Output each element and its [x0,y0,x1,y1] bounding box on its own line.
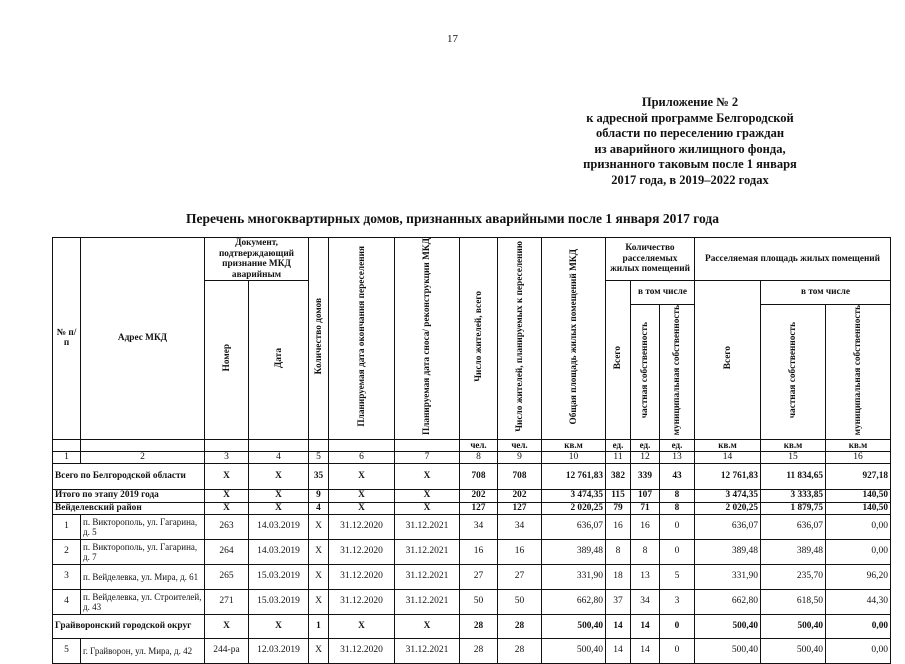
col-number: 15 [761,451,826,463]
cell-rooms-total: 382 [606,463,631,489]
header-residents-total-text: Число жителей, всего [473,291,484,382]
cell-demolish: 31.12.2021 [395,638,460,663]
cell-rooms-private: 8 [631,539,660,564]
appendix-line: Приложение № 2 [641,95,739,109]
col-number: 11 [606,451,631,463]
cell-demolish: 31.12.2021 [395,564,460,589]
cell-residents: 28 [460,614,498,638]
cell-resettle-end: 31.12.2020 [329,514,395,539]
cell-area-municipal: 96,20 [826,564,891,589]
cell-rooms-total: 16 [606,514,631,539]
cell-doc-date: 15.03.2019 [249,564,309,589]
cell-doc-date: 12.03.2019 [249,638,309,663]
summary-row [53,463,891,489]
table-row [53,638,891,663]
header-area-incl: в том числе [761,281,891,305]
col-number: 4 [249,451,309,463]
unit-cell: чел. [498,439,542,451]
header-doc-date [249,281,309,440]
cell-area: 636,07 [542,514,606,539]
header-rooms-total-text: Всего [613,346,623,370]
row-number: 4 [53,589,81,614]
cell-residents: 127 [460,502,498,514]
col-number: 5 [309,451,329,463]
unit-cell: кв.м [761,439,826,451]
cell-doc-date: Х [249,463,309,489]
cell-rooms-private: 16 [631,514,660,539]
header-doc-number [205,281,249,440]
cell-demolish: Х [395,502,460,514]
cell-doc-date: 14.03.2019 [249,539,309,564]
cell-doc-date: Х [249,489,309,502]
cell-residents: 202 [460,489,498,502]
cell-resettle-end: Х [329,614,395,638]
cell-houses: 1 [309,614,329,638]
cell-doc-number: Х [205,489,249,502]
unit-cell: кв.м [542,439,606,451]
row-number: 1 [53,514,81,539]
summary-label: Грайворонский городской округ [53,614,205,638]
header-area-total-text: Общая площадь жилых помещений МКД [568,248,579,425]
cell-area: 3 474,35 [542,489,606,502]
cell-rooms-municipal: 0 [660,514,695,539]
cell-demolish: 31.12.2021 [395,589,460,614]
cell-rooms-private: 107 [631,489,660,502]
header-rooms-incl: в том числе [631,281,695,305]
cell-area: 331,90 [542,564,606,589]
column-numbers-row [53,451,891,463]
header-area-sum-text: Всего [722,346,733,370]
cell-doc-number: 264 [205,539,249,564]
cell-residents: 16 [460,539,498,564]
cell-doc-number: Х [205,502,249,514]
header-resettlement-end-text: Планируемая дата окончания переселения [356,246,367,427]
cell-area-municipal: 140,50 [826,502,891,514]
row-address: г. Грайворон, ул. Мира, д. 42 [81,638,205,663]
col-number: 2 [81,451,205,463]
summary-row [53,614,891,638]
table-row [53,589,891,614]
header-residents-planned [498,238,542,440]
cell-planned: 28 [498,638,542,663]
housing-register-table [52,237,891,664]
cell-doc-number: 263 [205,514,249,539]
cell-resettle-end: 31.12.2020 [329,638,395,663]
cell-doc-date: 14.03.2019 [249,514,309,539]
cell-area-total: 500,40 [695,614,761,638]
cell-rooms-private: 71 [631,502,660,514]
col-number: 1 [53,451,81,463]
cell-rooms-total: 115 [606,489,631,502]
cell-area-municipal: 0,00 [826,614,891,638]
cell-rooms-private: 13 [631,564,660,589]
page-number: 17 [447,33,458,45]
header-residents-planned-text: Число жителей, планируемых к переселению [514,241,525,432]
cell-area-municipal: 44,30 [826,589,891,614]
cell-area-municipal: 0,00 [826,514,891,539]
cell-area-total: 2 020,25 [695,502,761,514]
cell-rooms-municipal: 0 [660,614,695,638]
cell-resettle-end: Х [329,502,395,514]
header-residents-total [460,238,498,440]
table-body [53,463,891,663]
appendix-line: из аварийного жилищного фонда, [594,141,786,156]
cell-area: 12 761,83 [542,463,606,489]
unit-cell: кв.м [826,439,891,451]
cell-houses: 35 [309,463,329,489]
cell-planned: 27 [498,564,542,589]
cell-area-private: 500,40 [761,638,826,663]
cell-doc-number: 265 [205,564,249,589]
cell-area-private: 11 834,65 [761,463,826,489]
cell-area-total: 3 474,35 [695,489,761,502]
header-resettlement-end [329,238,395,440]
col-number: 12 [631,451,660,463]
row-number: 2 [53,539,81,564]
row-address: п. Викторополь, ул. Гагарина, д. 5 [81,514,205,539]
appendix-line: 2017 года, в 2019–2022 годах [611,172,769,187]
cell-resettle-end: 31.12.2020 [329,589,395,614]
cell-rooms-total: 79 [606,502,631,514]
cell-area-total: 12 761,83 [695,463,761,489]
cell-demolish: Х [395,614,460,638]
cell-resettle-end: Х [329,489,395,502]
row-number: 3 [53,564,81,589]
unit-cell: ед. [631,439,660,451]
cell-residents: 28 [460,638,498,663]
cell-planned: 50 [498,589,542,614]
unit-cell: ед. [606,439,631,451]
cell-area: 500,40 [542,638,606,663]
cell-doc-date: 15.03.2019 [249,589,309,614]
cell-resettle-end: 31.12.2020 [329,539,395,564]
cell-area-total: 662,80 [695,589,761,614]
cell-rooms-municipal: 43 [660,463,695,489]
cell-doc-number: 244-ра [205,638,249,663]
row-address: п. Вейделевка, ул. Мира, д. 61 [81,564,205,589]
cell-houses: Х [309,539,329,564]
cell-houses: Х [309,589,329,614]
header-rooms-total [606,281,631,440]
cell-area-municipal: 0,00 [826,638,891,663]
cell-area: 662,80 [542,589,606,614]
cell-area-private: 235,70 [761,564,826,589]
cell-residents: 50 [460,589,498,614]
cell-rooms-total: 14 [606,614,631,638]
appendix-caption [540,95,840,188]
header-houses-count [309,238,329,440]
header-area-private [761,304,826,439]
units-row [53,439,891,451]
document-title: Перечень многоквартирных домов, признанных аварийными после 1 января 2017 года [186,211,719,226]
cell-planned: 16 [498,539,542,564]
row-number: 5 [53,638,81,663]
table-row [53,564,891,589]
summary-row [53,502,891,514]
cell-rooms-private: 14 [631,614,660,638]
cell-residents: 708 [460,463,498,489]
header-address: Адрес МКД [81,238,205,440]
cell-area-private: 3 333,85 [761,489,826,502]
header-rooms-group: Количество расселяемых жилых помещений [606,238,695,281]
table-row [53,514,891,539]
cell-residents: 34 [460,514,498,539]
cell-rooms-municipal: 0 [660,638,695,663]
cell-area: 2 020,25 [542,502,606,514]
header-rooms-private-text: частная собственность [640,321,650,418]
cell-rooms-total: 37 [606,589,631,614]
cell-rooms-municipal: 3 [660,589,695,614]
header-doc-number-text: Номер [221,344,232,372]
cell-area-municipal: 927,18 [826,463,891,489]
cell-area-total: 636,07 [695,514,761,539]
cell-area-municipal: 0,00 [826,539,891,564]
appendix-line: области по переселению граждан [595,126,785,140]
header-demolition-date [395,238,460,440]
cell-rooms-private: 14 [631,638,660,663]
cell-demolish: 31.12.2021 [395,539,460,564]
header-rooms-private [631,304,660,439]
header-document-group: Документ, подтверждающий признание МКД аварийным [205,238,309,281]
col-number: 6 [329,451,395,463]
summary-label: Итого по этапу 2019 года [53,489,205,502]
unit-cell: чел. [460,439,498,451]
header-houses-count-text: Количество домов [313,298,324,375]
unit-cell: кв.м [695,439,761,451]
row-address: п. Викторополь, ул. Гагарина, д. 7 [81,539,205,564]
unit-cell: ед. [660,439,695,451]
col-number: 8 [460,451,498,463]
header-rooms-municipal [660,304,695,439]
col-number: 14 [695,451,761,463]
cell-area-total: 389,48 [695,539,761,564]
header-rooms-municipal-text: муниципальная собственность [672,304,682,436]
col-number: 10 [542,451,606,463]
cell-planned: 202 [498,489,542,502]
cell-rooms-total: 14 [606,638,631,663]
cell-area-total: 500,40 [695,638,761,663]
col-number: 7 [395,451,460,463]
cell-houses: Х [309,638,329,663]
cell-area-private: 636,07 [761,514,826,539]
header-doc-date-text: Дата [273,347,284,369]
cell-area-private: 618,50 [761,589,826,614]
cell-rooms-private: 339 [631,463,660,489]
summary-row [53,489,891,502]
header-demolition-date-text: Планируемая дата сноса/ реконструкции МКД [422,238,432,436]
col-number: 13 [660,451,695,463]
cell-rooms-municipal: 8 [660,489,695,502]
cell-houses: 9 [309,489,329,502]
summary-label: Всего по Белгородской области [53,463,205,489]
header-row-top [53,238,891,281]
cell-planned: 127 [498,502,542,514]
cell-resettle-end: 31.12.2020 [329,564,395,589]
cell-houses: Х [309,564,329,589]
cell-doc-number: Х [205,463,249,489]
cell-residents: 27 [460,564,498,589]
cell-rooms-total: 18 [606,564,631,589]
appendix-line: признанного таковым после 1 января [583,157,797,171]
header-area-municipal [826,304,891,439]
header-area-private-text: частная собственность [788,321,799,418]
appendix-line: к адресной программе Белгородской [586,110,794,125]
cell-demolish: 31.12.2021 [395,514,460,539]
cell-rooms-municipal: 5 [660,564,695,589]
cell-doc-number: 271 [205,589,249,614]
cell-doc-date: Х [249,502,309,514]
cell-planned: 28 [498,614,542,638]
cell-rooms-municipal: 0 [660,539,695,564]
cell-demolish: Х [395,463,460,489]
cell-houses: 4 [309,502,329,514]
cell-rooms-private: 34 [631,589,660,614]
cell-doc-number: Х [205,614,249,638]
cell-area-private: 1 879,75 [761,502,826,514]
cell-area-private: 389,48 [761,539,826,564]
header-number: № п/п [53,238,81,440]
cell-area-private: 500,40 [761,614,826,638]
col-number: 9 [498,451,542,463]
header-area-sum [695,281,761,440]
cell-rooms-municipal: 8 [660,502,695,514]
header-area-municipal-text: муниципальная собственность [853,304,864,436]
cell-area-total: 331,90 [695,564,761,589]
cell-houses: Х [309,514,329,539]
cell-planned: 34 [498,514,542,539]
cell-doc-date: Х [249,614,309,638]
header-area-total [542,238,606,440]
col-number: 16 [826,451,891,463]
table-row [53,539,891,564]
cell-area-municipal: 140,50 [826,489,891,502]
cell-resettle-end: Х [329,463,395,489]
cell-demolish: Х [395,489,460,502]
col-number: 3 [205,451,249,463]
summary-label: Вейделевский район [53,502,205,514]
cell-planned: 708 [498,463,542,489]
cell-area: 500,40 [542,614,606,638]
cell-rooms-total: 8 [606,539,631,564]
cell-area: 389,48 [542,539,606,564]
row-address: п. Вейделевка, ул. Строителей, д. 43 [81,589,205,614]
header-area-group: Расселяемая площадь жилых помещений [695,238,891,281]
